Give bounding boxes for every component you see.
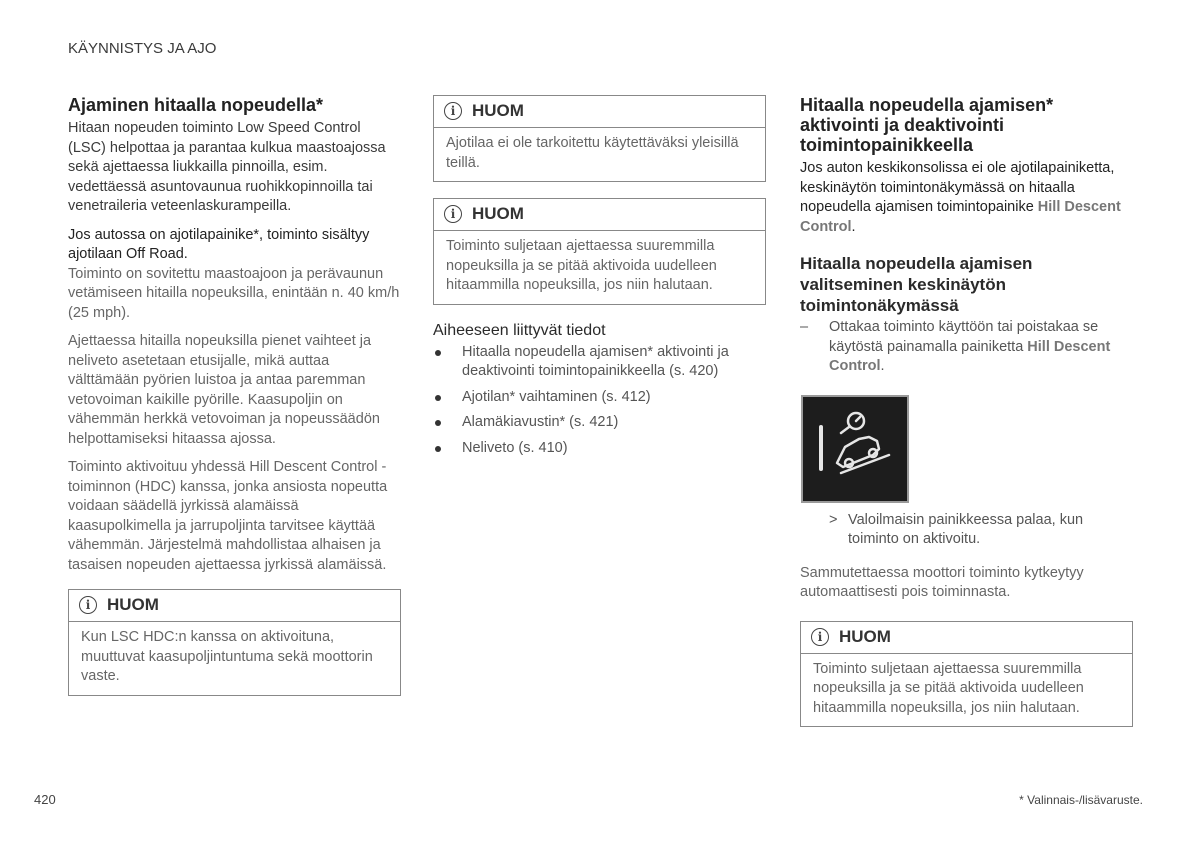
related-link-text: Neliveto (s. 410) bbox=[462, 439, 568, 456]
info-icon: i bbox=[811, 628, 829, 646]
hill-descent-car-icon bbox=[803, 397, 907, 501]
note-label: HUOM bbox=[472, 101, 524, 120]
info-icon: i bbox=[444, 205, 462, 223]
related-title: Aiheeseen liittyvät tiedot bbox=[433, 321, 606, 339]
column-middle bbox=[433, 95, 766, 464]
related-link[interactable] bbox=[433, 388, 766, 408]
intro-paragraph: Hitaan nopeuden toiminto Low Speed Control (LSC) helpottaa ja parantaa kulkua maastoajossa sekä ajettaessa liukkailla pinnoilla, esim. vedettäessä asuntovaunua ruohikkopinnoilla tai venetraileria veteenlaskurampeilla. bbox=[68, 120, 386, 214]
note-header bbox=[434, 96, 765, 128]
note-text: Kun LSC HDC:n kanssa on aktivoituna, muuttuvat kaasupoljintuntuma sekä moottorin vaste. bbox=[81, 629, 373, 684]
result-marker: > bbox=[829, 511, 838, 528]
note-label: HUOM bbox=[472, 204, 524, 223]
step-text: Ottakaa toiminto käyttöön tai poistakaa se käytöstä painamalla painiketta bbox=[829, 319, 1099, 355]
related-link[interactable] bbox=[433, 439, 766, 459]
note-box bbox=[433, 198, 766, 305]
related-link-text: Alamäkiavustin* (s. 421) bbox=[462, 414, 619, 430]
page-title: Ajaminen hitaalla nopeudella* bbox=[68, 95, 324, 115]
subsection-title: Hitaalla nopeudella ajamisen valitseminen keskinäytön toimintonäkymässä bbox=[800, 254, 1033, 315]
related-link[interactable] bbox=[433, 413, 766, 433]
bullet-icon bbox=[435, 420, 441, 426]
condition-paragraph: Jos autossa on ajotilapainike*, toiminto sisältyy ajotilaan Off Road. bbox=[68, 226, 370, 262]
section-title: Hitaalla nopeudella ajamisen* aktivointi ja deaktivointi toimintopainikkeella bbox=[800, 95, 1054, 155]
note-text: Toiminto suljetaan ajettaessa suuremmilla nopeuksilla ja se pitää aktivoida uudelleen hitaammilla nopeuksilla, jos niin halutaan. bbox=[813, 660, 1084, 716]
hill-descent-button-ref: Hill Descent Control bbox=[800, 199, 1121, 235]
related-list bbox=[433, 343, 766, 459]
result-item bbox=[800, 511, 1133, 550]
note-label: HUOM bbox=[107, 595, 159, 614]
section-header: KÄYNNISTYS JA AJO bbox=[68, 40, 217, 57]
related-link[interactable] bbox=[433, 343, 766, 382]
hill-descent-control-button[interactable] bbox=[801, 395, 909, 503]
note-box bbox=[433, 95, 766, 182]
related-link-text: Ajotilan* vaihtaminen (s. 412) bbox=[462, 388, 651, 405]
intro-end: . bbox=[851, 218, 856, 235]
intro-text: Jos auton keskikonsolissa ei ole ajotilapainiketta, keskinäytön toimintonäkymässä on hitaalla nopeudella ajamisen toimintopainike bbox=[800, 160, 1115, 215]
engine-off-paragraph: Sammutettaessa moottori toiminto kytkeytyy automaattisesti pois toiminnasta. bbox=[800, 564, 1084, 600]
bullet-icon bbox=[435, 350, 441, 356]
speed-paragraph: Toiminto on sovitettu maastoajoon ja perävaunun vetämiseen hitailla nopeuksilla, enintään n. 40 km/h (25 mph). bbox=[68, 265, 400, 321]
step-item bbox=[800, 318, 1133, 377]
footnote: * Valinnais-/lisävaruste. bbox=[1019, 793, 1143, 807]
step-marker: – bbox=[800, 319, 809, 335]
related-link-text: Hitaalla nopeudella ajamisen* aktivointi ja deaktivointi toimintopainikkeella (s. 420) bbox=[462, 343, 729, 379]
column-right bbox=[800, 95, 1133, 743]
bullet-icon bbox=[435, 446, 441, 452]
note-text: Toiminto suljetaan ajettaessa suuremmilla nopeuksilla ja se pitää aktivoida uudelleen hitaammilla nopeuksilla, jos niin halutaan. bbox=[446, 238, 717, 293]
info-icon: i bbox=[444, 102, 462, 120]
page-number: 420 bbox=[34, 792, 56, 807]
note-header bbox=[434, 199, 765, 231]
result-text: Valoilmaisin painikkeessa palaa, kun toiminto on aktivoitu. bbox=[848, 511, 1084, 547]
note-text: Ajotilaa ei ole tarkoitettu käytettäväksi yleisillä teillä. bbox=[446, 135, 739, 171]
bullet-icon bbox=[435, 395, 441, 401]
column-left bbox=[68, 95, 401, 712]
hill-descent-button-ref: Hill Descent Control bbox=[829, 338, 1111, 374]
note-header bbox=[69, 590, 400, 622]
intro-paragraph bbox=[800, 159, 1133, 237]
info-icon: i bbox=[79, 596, 97, 614]
note-box bbox=[800, 621, 1133, 728]
hdc-paragraph: Toiminto aktivoituu yhdessä Hill Descent Control -toiminnon (HDC) kanssa, jonka ansiosta nopeutta voidaan säädellä jyrkissä alamäissä kaasupolkimella ja jarrupoljinta tarvitsee käyttää vähemmän. Järjestelmä mahdollistaa alhaisen ja tasaisen nopeuden ajettaessa jyrkissä alamäissä. bbox=[68, 459, 388, 573]
note-box bbox=[68, 589, 401, 696]
step-end: . bbox=[880, 358, 885, 374]
note-label: HUOM bbox=[839, 626, 891, 646]
traction-paragraph: Ajettaessa hitailla nopeuksilla pienet vaihteet ja neliveto asetetaan etusijalle, mikä auttaa välttämään pyörien luistoa ja antaa paremman vetovoiman kaikille pyörille. Kaasupoljin on vähemmän herkkä vetovoiman ja nopeussäädön helpottamiseksi hitaassa ajossa. bbox=[68, 333, 380, 447]
note-header bbox=[801, 622, 1132, 654]
